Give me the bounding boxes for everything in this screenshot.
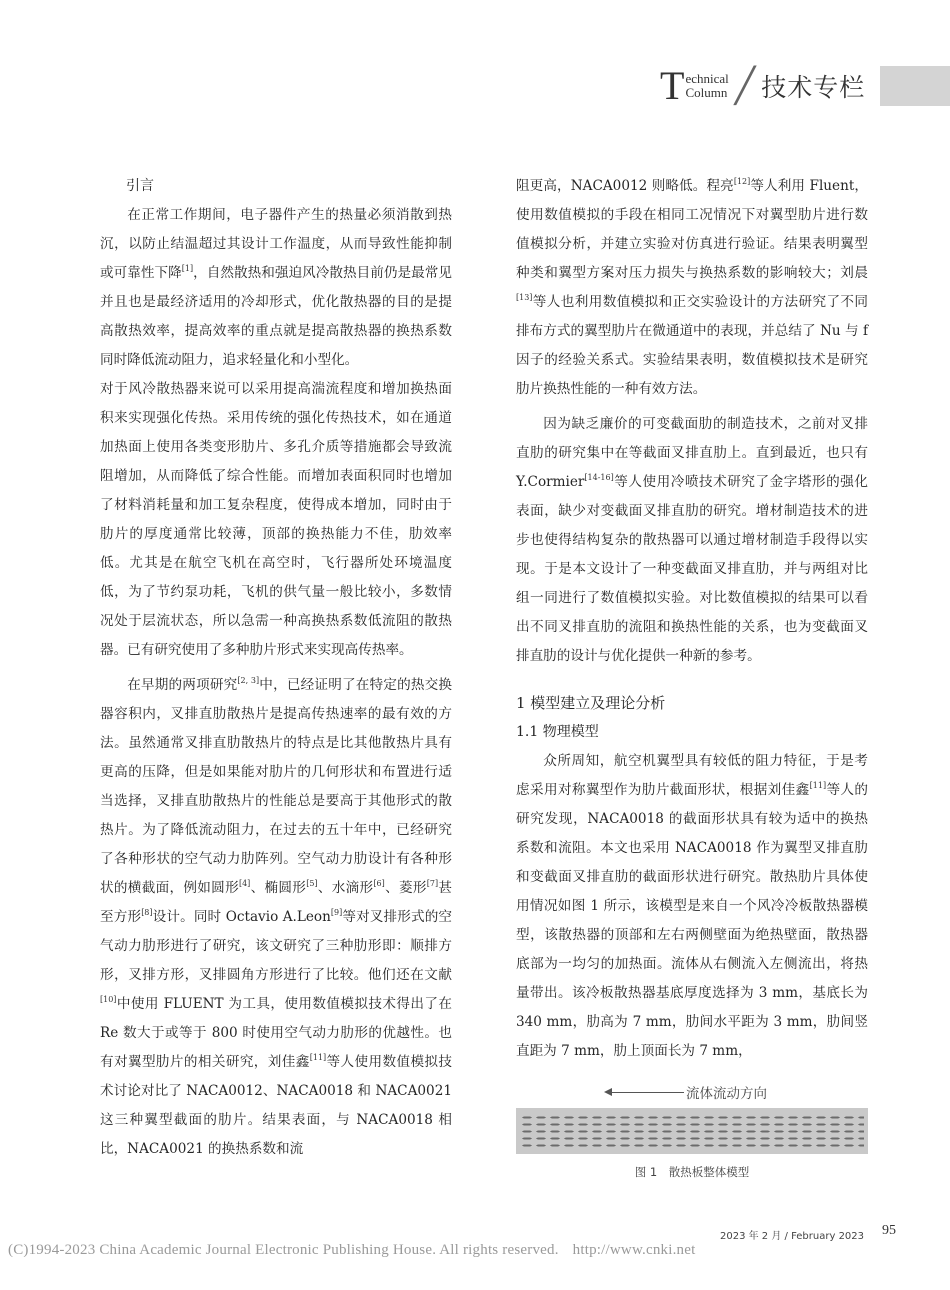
paragraph: 因为缺乏廉价的可变截面肋的制造技术，之前对叉排直肋的研究集中在等截面叉排直肋上。直到最近，也只有 Y.Cormier[14-16]等人使用冷喷技术研究了金字塔形的强化表面，缺少对变截面叉排直肋的研究。增材制造技术的进步也使得结构复杂的散热器可以通过增材制造手段得以实现。于是本文设计了一种变截面叉排直肋，并与两组对比组一同进行了数值模拟实验。对比数值模拟的结果可以看出不同叉排直肋的流阻和换热性能的关系，也为变截面叉排直肋的设计与优化提供一种新的参考。 (516, 416, 868, 664)
citation: [11] (809, 781, 827, 790)
column-header (660, 63, 866, 108)
citation: [14-16] (584, 473, 614, 482)
header-technical-column (685, 72, 728, 100)
paragraph: 对于风冷散热器来说可以采用提高湍流程度和增加换热面积来实现强化传热。采用传统的强化传热技术，如在通道加热面上使用各类变形肋片、多孔介质等措施都会导致流阻增加，从而降低了综合性能。而增加表面积同时也增加了材料消耗量和加工复杂程度，使得成本增加，同时由于肋片的厚度通常比较薄，顶部的换热能力不佳，肋效率低。尤其是在航空飞机在高空时，飞行器所处环境温度低，为了节约泵功耗，飞机的供气量一般比较小，多数情况处于层流状态，所以急需一种高换热系数低流阻的散热器。已有研究使用了多种肋片形式来实现高传热率。 (100, 381, 452, 658)
cnki-url[interactable]: http://www.cnki.net (572, 1242, 696, 1258)
header-gray-tab (880, 66, 950, 106)
header-column: Column (685, 85, 728, 100)
citation: [10] (100, 995, 117, 1004)
arrow-left-icon (606, 1092, 684, 1093)
page-number: 95 (882, 1223, 896, 1238)
citation: [13] (516, 293, 533, 302)
header-section-title: 技术专栏 (761, 73, 866, 102)
figure-caption: 图 1 散热板整体模型 (634, 1165, 750, 1179)
citation: [4] (238, 879, 251, 888)
citation: [7] (426, 879, 439, 888)
paragraph: 在早期的两项研究[2, 3]中，已经证明了在特定的热交换器容积内，叉排直肋散热片是提高传热速率的最有效的方法。虽然通常叉排直肋散热片的特点是比其他散热片具有更高的压降，但是如果能对肋片的几何形状和布置进行适当选择，叉排直肋散热片的性能总是要高于其他形式的散热片。为了降低流动阻力，在过去的五十年中，已经研究了各种形状的空气动力肋阵列。空气动力肋设计有各种形状的横截面，例如圆形[4]、椭圆形[5]、水滴形[6]、菱形[7]甚至方形[8]设计。同时 Octavio A.Leon[9]等对叉排形式的空气动力肋形进行了研究，该文研究了三种肋形即：顺排方形，叉排方形，叉排圆角方形进行了比较。他们还在文献[10]中使用 FLUENT 为工具，使用数值模拟技术得出了在 Re 数大于或等于 800 时使用空气动力肋形的优越性。也有对翼型肋片的相关研究，刘佳鑫[11]等人使用数值模拟技术讨论对比了 NACA0012、NACA0018 和 NACA0021 这三种翼型截面的肋片。结果表面，与 NACA0018 相比，NACA0021 的换热系数和流 (100, 676, 453, 1157)
citation: [11] (309, 1053, 327, 1062)
citation: [6] (373, 879, 385, 888)
fin-array (520, 1114, 864, 1148)
issue-date: 2023 年 2 月 / February 2023 (720, 1231, 865, 1242)
citation: [5] (306, 879, 318, 888)
figure-1 (516, 1078, 868, 1180)
subsection-heading: 1.1 物理模型 (516, 724, 599, 740)
heat-sink-model-image (516, 1108, 868, 1154)
section-heading: 1 模型建立及理论分析 (516, 694, 666, 712)
header-big-t: T (660, 63, 685, 108)
citation: [12] (733, 177, 751, 186)
intro-heading: 引言 (126, 178, 154, 194)
header-technical: echnical (685, 71, 729, 86)
header-slash: ╱ (734, 67, 756, 105)
paragraph: 阻更高，NACA0012 则略低。程亮[12]等人利用 Fluent，使用数值模拟的手段在相同工况情况下对翼型肋片进行数值模拟分析，并建立实验对仿真进行验证。结果表明翼型种类和翼型方案对压力损失与换热系数的影响较大；刘晨[13]等人也利用数值模拟和正交实验设计的方法研究了不同排布方式的翼型肋片在微通道中的表现，并总结了 Nu 与 f 因子的经验关系式。实验结果表明，数值模拟技术是研究肋片换热性能的一种有效方法。 (516, 177, 868, 397)
citation: [2, 3] (237, 676, 260, 685)
citation: [1] (181, 264, 194, 273)
flow-direction (516, 1078, 868, 1108)
copyright-line: (C)1994-2023 China Academic Journal Electronic Publishing House. All rights reserved. http://www.cnki.net (8, 1242, 696, 1258)
paragraph: 在正常工作期间，电子器件产生的热量必须消散到热沉，以防止结温超过其设计工作温度，从而导致性能抑制或可靠性下降[1]，自然散热和强迫风冷散热目前仍是最常见并且也是最经济适用的冷却形式，优化散热器的目的是提高散热效率，提高效率的重点就是提高散热器的换热系数同时降低流动阻力，追求轻量化和小型化。 (100, 207, 453, 368)
flow-direction-label: 流体流动方向 (686, 1086, 767, 1102)
right-column (516, 172, 868, 1066)
left-column (100, 172, 452, 1164)
paragraph: 众所周知，航空机翼型具有较低的阻力特征，于是考虑采用对称翼型作为肋片截面形状，根据刘佳鑫[11]等人的研究发现，NACA0018 的截面形状具有较为适中的换热系数和流阻。本文也采用 NACA0018 作为翼型叉排直肋和变截面叉排直肋的截面形状进行研究。散热肋片具体使用情况如图 1 所示，该模型是来自一个风冷冷板散热器模型，该散热器的顶部和左右两侧壁面为绝热壁面，散热器底部为一均匀的加热面。流体从右侧流入左侧流出，将热量带出。该冷板散热器基底厚度选择为 3 mm，基底长为 340 mm，肋高为 7 mm，肋间水平距为 3 mm，肋间竖直距为 7 mm，肋上顶面长为 7 mm， (516, 753, 869, 1059)
citation: [9] (330, 908, 343, 917)
citation: [8] (141, 908, 153, 917)
